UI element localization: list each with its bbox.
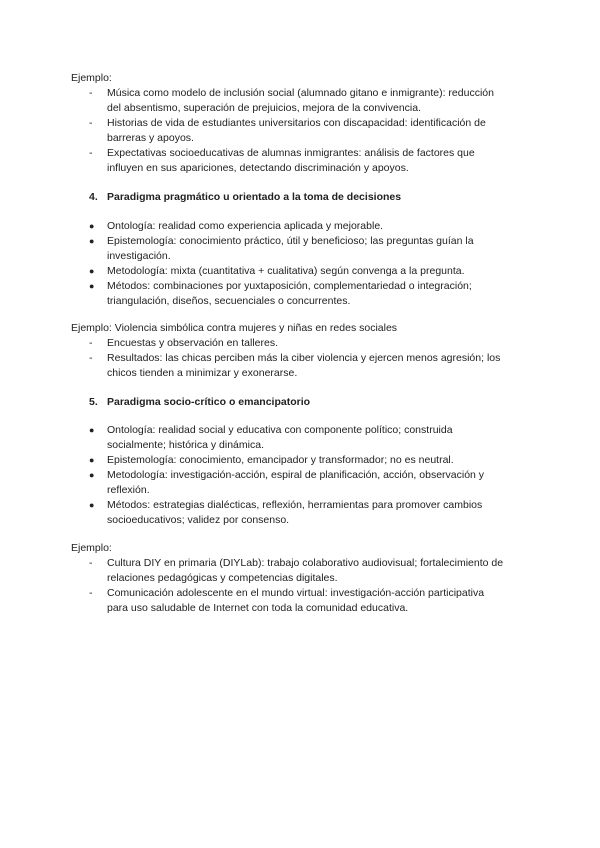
list-item: - Resultados: las chicas perciben más la ciber violencia y ejercen menos agresión; los chicos tienden a minimizar y exonerarse. [89, 352, 501, 379]
list-item: ● Ontología: realidad como experiencia aplicada y mejorable. [89, 220, 384, 232]
bullet-list [71, 423, 531, 528]
bullet-marker: ● [89, 281, 95, 291]
bullet-marker: ● [89, 500, 95, 510]
dash-marker: - [89, 352, 93, 364]
list-item: - Música como modelo de inclusión social (alumnado gitano e inmigrante): reducción del absentismo, superación de prejuicios, mejora de la convivencia. [89, 87, 494, 114]
list-item: ● Ontología: realidad social y educativa con componente político; construida socialmente; histórica y dinámica. [89, 424, 453, 451]
list-item: - Comunicación adolescente en el mundo virtual: investigación-acción participativa para uso saludable de Internet con toda la comunidad educativa. [89, 587, 485, 614]
example-label: Ejemplo: [71, 72, 112, 84]
list-item: ● Métodos: combinaciones por yuxtaposición, complementariedad o integración; triangulación, diseños, secuenciales o concurrentes. [89, 280, 472, 307]
dash-marker: - [89, 587, 93, 599]
list-item: ● Epistemología: conocimiento práctico, útil y beneficioso; las preguntas guían la investigación. [89, 235, 474, 262]
example-label: Ejemplo: [71, 542, 112, 554]
dash-marker: - [89, 117, 93, 129]
list-item: ● Metodología: mixta (cuantitativa + cualitativa) según convenga a la pregunta. [89, 265, 465, 277]
dash-marker: - [89, 557, 93, 569]
list-item: - Cultura DIY en primaria (DIYLab): trabajo colaborativo audiovisual; fortalecimiento de relaciones pedagógicas y competencias digitales. [89, 557, 504, 584]
bullet-marker: ● [89, 236, 95, 246]
list-item: ● Epistemología: conocimiento, emancipador y transformador; no es neutral. [89, 454, 454, 466]
bullet-marker: ● [89, 221, 95, 231]
bullet-list [71, 219, 531, 309]
list-item: - Encuestas y observación en talleres. [89, 337, 279, 349]
list-item: - Expectativas socioeducativas de alumnas inmigrantes: análisis de factores que influyen en sus apariciones, detectando discriminación y apoyos. [89, 147, 475, 174]
example-list [71, 336, 531, 381]
bullet-marker: ● [89, 470, 95, 480]
example-label: Ejemplo: Violencia simbólica contra mujeres y niñas en redes sociales [71, 322, 398, 334]
list-item: - Historias de vida de estudiantes universitarios con discapacidad: identificación de barreras y apoyos. [89, 117, 486, 144]
dash-marker: - [89, 87, 93, 99]
example-list [71, 86, 531, 176]
bullet-marker: ● [89, 455, 95, 465]
dash-marker: - [89, 147, 93, 159]
list-item: ● Metodología: investigación-acción, espiral de planificación, acción, observación y reflexión. [89, 469, 485, 496]
section-heading: 5. Paradigma socio-crítico o emancipatorio [89, 396, 311, 408]
example-list [71, 556, 531, 616]
bullet-marker: ● [89, 425, 95, 435]
bullet-marker: ● [89, 266, 95, 276]
section-heading: 4. Paradigma pragmático u orientado a la toma de decisiones [89, 191, 402, 203]
dash-marker: - [89, 337, 93, 349]
list-item: ● Métodos: estrategias dialécticas, reflexión, herramientas para promover cambios socioeducativos; validez por consenso. [89, 499, 483, 526]
